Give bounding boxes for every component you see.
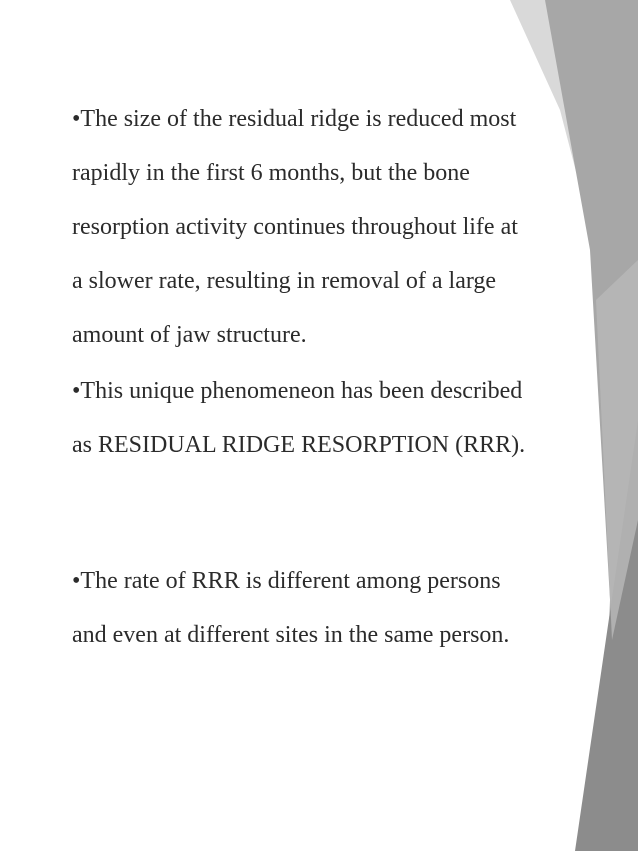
paragraph-residual-ridge-size: •The size of the residual ridge is reduced most rapidly in the first 6 months, but the bone resorption activity continues throughout life at a slower rate, resulting in removal of a large amount of jaw structure.	[72, 106, 518, 348]
paragraph-rrr-rate: •The rate of RRR is different among persons and even at different sites in the same person.	[72, 568, 510, 648]
paragraph-rrr-definition: •This unique phenomeneon has been described as RESIDUAL RIDGE RESORPTION (RRR).	[72, 378, 526, 458]
